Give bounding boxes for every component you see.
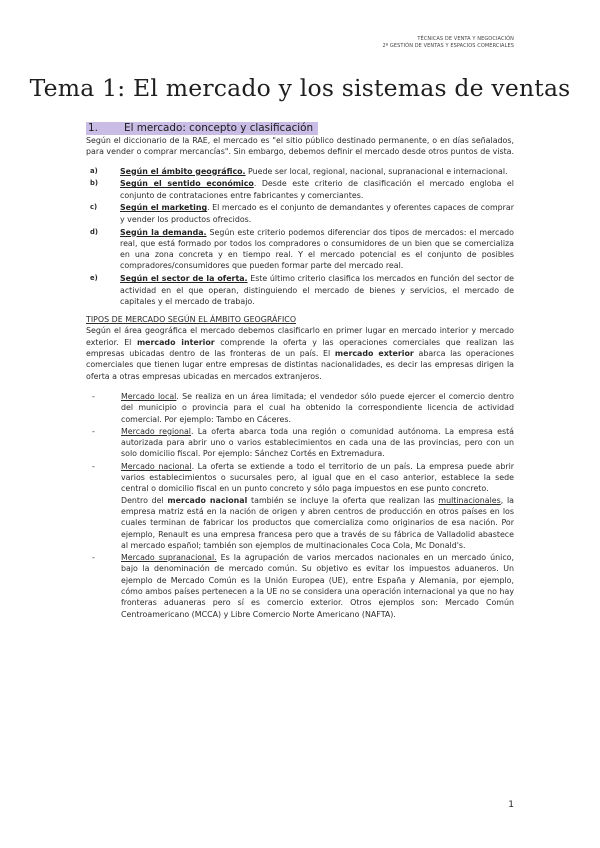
- criteria-lead: Según el sentido económico: [120, 179, 254, 189]
- type-term: Mercado local: [121, 391, 177, 401]
- extra-text-3: , la empresa matriz está en la nación de origen y abren centros de producción en otros países en los cuales terminan de fabricar los productos que comercializa como originarios de esa nación. Por ejemplo, Renault es una empresa francesa pero que a través de su fábrica de Valladolid abastece al mercado español; también son ejemplos de multinacionales Coca Cola, Mc Donald's.: [121, 495, 514, 550]
- dash-marker: -: [92, 461, 95, 471]
- extra-bold: mercado nacional: [167, 495, 248, 505]
- type-text: Es la agrupación de varios mercados nacionales en un mercado único, bajo la denominación de mercado común. Su objetivo es evitar los impuestos aduaneros. Un ejemplo de Mercado Común es la Unión Europea (UE), entre España y Alemania, por ejemplo, cómo ambos países pertenecen a la UE no se considera una operación internacional ya que no hay fronteras aduaneras pero sí es comercio exterior. Otros ejemplos son: Mercado Común Centroamericano (MCCA) y Libre Comercio Norte Americano (NAFTA).: [121, 553, 514, 619]
- criteria-marker: d): [90, 227, 98, 236]
- criteria-lead: Según el ámbito geográfico.: [120, 166, 246, 176]
- multinacionales-term: multinacionales: [438, 495, 501, 505]
- header-course: 2º GESTIÓN DE VENTAS Y ESPACIOS COMERCIALES: [382, 42, 514, 49]
- page-number: 1: [508, 800, 514, 810]
- criteria-lead: Según el marketing: [120, 203, 208, 213]
- criteria-text: Puede ser local, regional, nacional, supranacional e internacional.: [245, 166, 508, 176]
- criteria-marker: b): [90, 179, 98, 188]
- type-text: . La oferta se extiende a todo el territorio de un país. La empresa puede abrir varios establecimientos o sucursales pero, al igual que en el caso anterior, establece la sede central o domicilio fiscal en un punto concreto y sólo paga impuestos en ese punto concreto.: [121, 461, 515, 494]
- page-header: [383, 36, 515, 49]
- type-text: . La oferta abarca toda una región o comunidad autónoma. La empresa está autorizada para abrir uno o varios establecimientos en cada una de las provincias, pero con un solo domicilio fiscal. Por ejemplo: Sánchez Cortés en Extremadura.: [121, 426, 515, 459]
- criteria-text: . Desde este criterio de clasificación el mercado engloba el conjunto de contrataciones entre fabricantes y comerciantes.: [120, 179, 514, 200]
- geo-text-1: Según el área geográfica el mercado debemos clasificarlo en primer lugar en mercado interior y mercado exterior. El: [86, 326, 514, 347]
- criteria-lead: Según la demanda.: [120, 227, 207, 237]
- criteria-marker: c): [90, 203, 98, 212]
- extra-text-1: Dentro del: [121, 495, 168, 505]
- criteria-list: [86, 166, 514, 308]
- section-heading: [86, 122, 318, 135]
- dash-marker: -: [92, 426, 95, 436]
- type-term: Mercado supranacional.: [121, 553, 217, 563]
- criteria-item-b: [86, 178, 514, 201]
- type-term: Mercado regional: [121, 426, 191, 436]
- type-nacional: [86, 461, 514, 551]
- extra-text-2: también se incluye la oferta que realizan las: [247, 495, 439, 505]
- criteria-marker: e): [90, 274, 98, 283]
- criteria-text: Este último criterio clasifica los mercados en función del sector de actividad en el que operan, distinguiendo el mercado de bienes y servicios, el mercado de capitales y el mercado de trabajo.: [120, 274, 514, 306]
- section-number: 1.: [88, 122, 98, 134]
- geo-paragraph: [86, 325, 514, 381]
- criteria-item-e: [86, 273, 514, 307]
- criteria-marker: a): [90, 166, 98, 175]
- dash-marker: -: [92, 391, 95, 401]
- dash-marker: -: [92, 553, 95, 563]
- section-title: El mercado: concepto y clasificación: [124, 122, 314, 134]
- type-regional: [86, 426, 514, 460]
- exterior-term: mercado exterior: [334, 349, 414, 359]
- subheading: TIPOS DE MERCADO SEGÚN EL ÁMBITO GEOGRÁFICO: [86, 315, 297, 325]
- criteria-item-c: [86, 202, 514, 225]
- content: [86, 135, 514, 621]
- criteria-lead: Según el sector de la oferta.: [120, 274, 248, 284]
- criteria-text: . El mercado es el conjunto de demandantes y oferentes capaces de comprar y vender los productos ofrecidos.: [120, 203, 514, 224]
- type-local: [86, 391, 514, 425]
- type-supranacional: [86, 552, 514, 620]
- type-term: Mercado nacional: [121, 461, 192, 471]
- nacional-extra: [121, 495, 514, 551]
- market-types-list: [86, 391, 514, 620]
- criteria-item-d: [86, 227, 514, 272]
- intro-paragraph: Según el diccionario de la RAE, el mercado es "el sitio público destinado permanente, o en días señalados, para vender o comprar mercancías". Sin embargo, debemos definir el mercado desde otros puntos de vista.: [86, 136, 515, 157]
- type-text: . Se realiza en un área limitada; el vendedor sólo puede ejercer el comercio dentro del municipio o provincia para el cual ha obtenido la correspondiente licencia de actividad comercial. Por ejemplo: Tambo en Cáceres.: [121, 391, 514, 424]
- page-title: Tema 1: El mercado y los sistemas de ventas: [29, 74, 571, 102]
- header-subject: TÉCNICAS DE VENTA Y NEGOCIACIÓN: [417, 36, 514, 42]
- geo-text-2: comprende la oferta y las operaciones comerciales que realizan las empresas ubicadas dentro de las fronteras de un país. El: [86, 337, 514, 359]
- geo-text-3: abarca las operaciones comerciales que tienen lugar entre empresas de distintas nacionalidades, es decir las empresas dirigen la oferta a otras empresas ubicadas en mercados extranjeros.: [86, 349, 514, 381]
- criteria-text: Según este criterio podemos diferenciar dos tipos de mercados: el mercado real, que está formado por todos los compradores o consumidores de un bien que se comercializa en una zona concreta y en tiempo real. Y el mercado potencial es el conjunto de posibles compradores/consumidores que pueden formar parte del mercado real.: [120, 227, 514, 271]
- criteria-item-a: [86, 166, 514, 177]
- interior-term: mercado interior: [136, 337, 215, 347]
